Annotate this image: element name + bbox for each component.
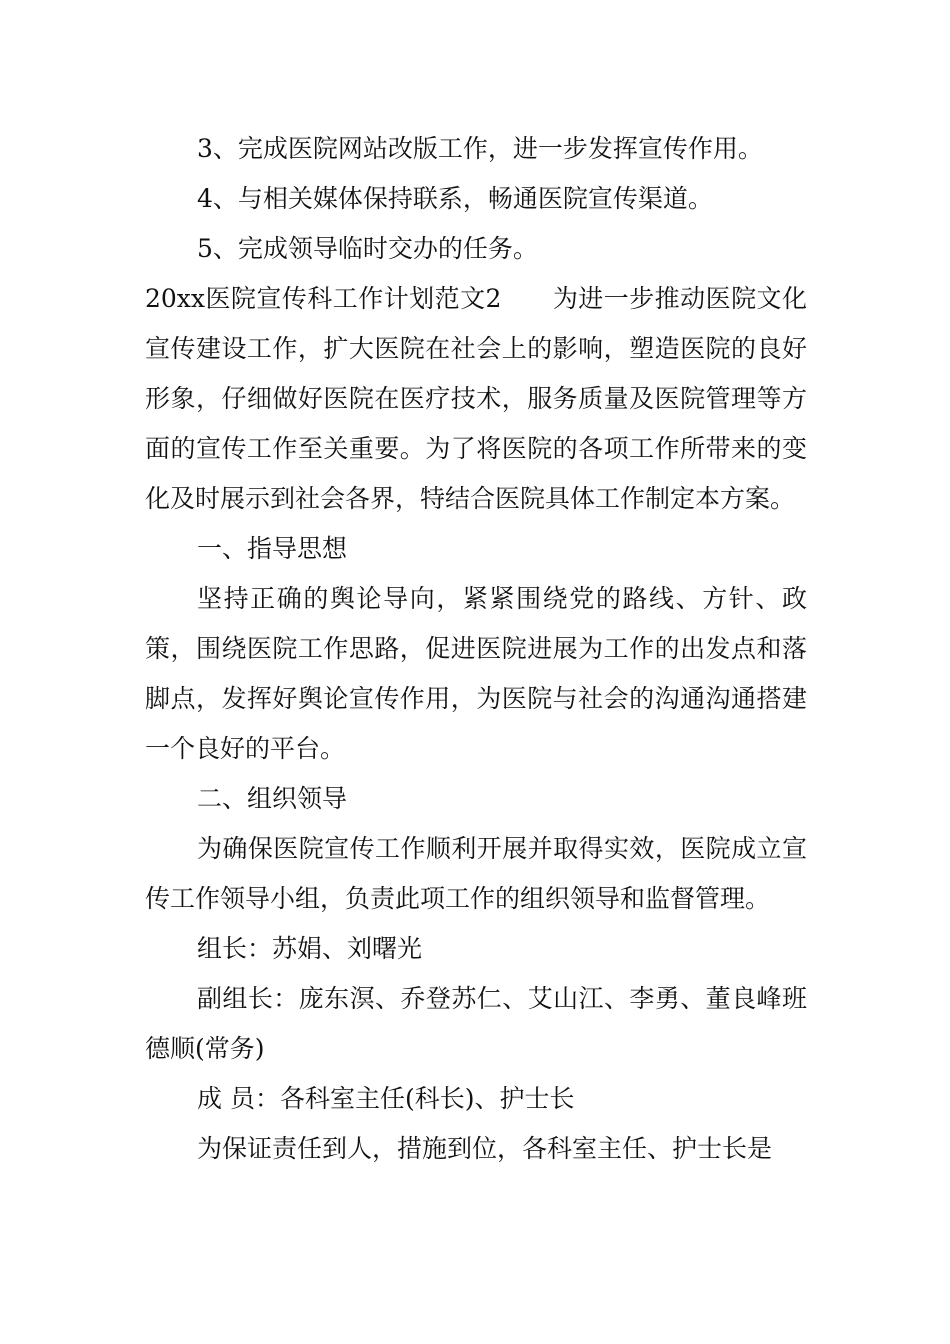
document-page xyxy=(145,124,807,1174)
paragraph-leader: 组长：苏娟、刘曙光 xyxy=(197,934,423,963)
paragraph-deputy-leader: 副组长：庞东溟、乔登苏仁、艾山江、李勇、董良峰班德顺(常务) xyxy=(145,984,807,1063)
paragraph-plan-intro: 20xx医院宣传科工作计划范文2 为进一步推动医院文化宣传建设工作，扩大医院在社会上的影响，塑造医院的良好形象，仔细做好医院在医疗技术，服务质量及医院管理等方面的宣传工作至关重要。为了将医院的各项工作所带来的变化及时展示到社会各界，特结合医院具体工作制定本方案。 xyxy=(145,284,807,513)
paragraph-item-3: 3、完成医院网站改版工作，进一步发挥宣传作用。 xyxy=(197,134,763,163)
section-heading-organization: 二、组织领导 xyxy=(197,784,348,813)
paragraph-members: 成 员：各科室主任(科长)、护士长 xyxy=(197,1084,575,1113)
paragraph-item-4: 4、与相关媒体保持联系，畅通医院宣传渠道。 xyxy=(197,184,713,213)
paragraph-organization: 为确保医院宣传工作顺利开展并取得实效，医院成立宣传工作领导小组，负责此项工作的组织领导和监督管理。 xyxy=(145,834,807,913)
paragraph-item-5: 5、完成领导临时交办的任务。 xyxy=(197,234,538,263)
paragraph-responsibility: 为保证责任到人，措施到位，各科室主任、护士长是 xyxy=(197,1134,773,1163)
section-heading-guiding-ideology: 一、指导思想 xyxy=(197,534,348,563)
paragraph-guiding-ideology: 坚持正确的舆论导向，紧紧围绕党的路线、方针、政策，围绕医院工作思路，促进医院进展为工作的出发点和落脚点，发挥好舆论宣传作用，为医院与社会的沟通沟通搭建一个良好的平台。 xyxy=(145,584,807,763)
